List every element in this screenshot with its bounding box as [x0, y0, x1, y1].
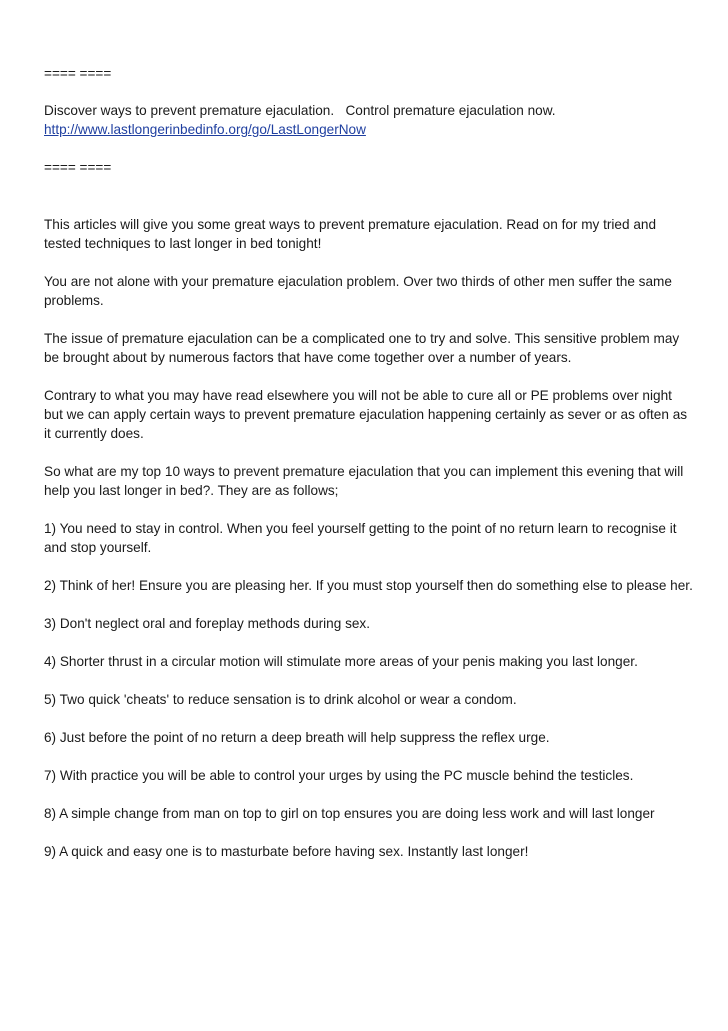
paragraph-intro: This articles will give you some great ways to prevent premature ejaculation. Read on for my tried and tested techniques to last longer in bed tonight!	[44, 217, 657, 251]
promo-link[interactable]: http://www.lastlongerinbedinfo.org/go/LastLongerNow	[44, 122, 366, 137]
list-item-4: 4) Shorter thrust in a circular motion will stimulate more areas of your penis making you last longer.	[44, 654, 638, 669]
paragraph-issue: The issue of premature ejaculation can be a complicated one to try and solve. This sensitive problem may be brought about by numerous factors that have come together over a number of years.	[44, 331, 680, 365]
paragraph-contrary: Contrary to what you may have read elsewhere you will not be able to cure all or PE problems over night but we can apply certain ways to prevent premature ejaculation happening certainly as sever or as often as it currently does.	[44, 388, 688, 441]
list-item-8: 8) A simple change from man on top to girl on top ensures you are doing less work and will last longer	[44, 806, 655, 821]
list-item-1: 1) You need to stay in control. When you feel yourself getting to the point of no return learn to recognise it and stop yourself.	[44, 521, 677, 555]
document-page	[44, 64, 694, 880]
list-item-5: 5) Two quick 'cheats' to reduce sensation is to drink alcohol or wear a condom.	[44, 692, 517, 707]
separator-bottom: ==== ====	[44, 160, 112, 175]
promo-block	[44, 101, 694, 139]
promo-text: Discover ways to prevent premature ejaculation. Control premature ejaculation now.	[44, 103, 556, 118]
separator-top: ==== ====	[44, 66, 112, 81]
list-item-2: 2) Think of her! Ensure you are pleasing her. If you must stop yourself then do something else to please her.	[44, 578, 693, 593]
list-item-9: 9) A quick and easy one is to masturbate before having sex. Instantly last longer!	[44, 844, 529, 859]
list-item-6: 6) Just before the point of no return a deep breath will help suppress the reflex urge.	[44, 730, 550, 745]
paragraph-not-alone: You are not alone with your premature ejaculation problem. Over two thirds of other men suffer the same problems.	[44, 274, 672, 308]
paragraph-top-ten: So what are my top 10 ways to prevent premature ejaculation that you can implement this evening that will help you last longer in bed?. They are as follows;	[44, 464, 684, 498]
list-item-3: 3) Don't neglect oral and foreplay methods during sex.	[44, 616, 371, 631]
list-item-7: 7) With practice you will be able to control your urges by using the PC muscle behind the testicles.	[44, 768, 634, 783]
